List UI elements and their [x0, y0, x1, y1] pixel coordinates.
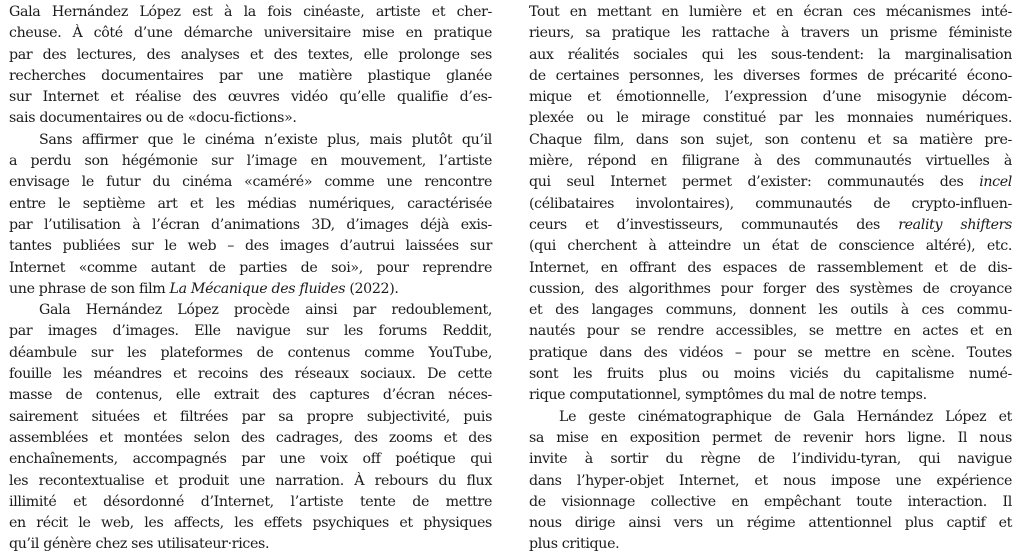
text-line: sont les fruits plus ou moins viciés du capitalisme numé- — [529, 366, 1012, 383]
italic-title: reality shifters — [898, 216, 1012, 233]
text-line: plus critique. — [529, 536, 620, 553]
text-line: les recontextualise et produit une narration. À rebours du flux — [9, 472, 492, 489]
left-column — [9, 2, 492, 556]
text-line: déambule sur les plateformes de contenus comme YouTube, — [9, 344, 492, 361]
text-line: a perdu son hégémonie sur l’image en mouvement, l’artiste — [9, 153, 492, 170]
text-line: une phrase de son film La Mécanique des fluides (2022). — [9, 280, 399, 297]
text-line: qui seul Internet permet d’exister: communautés des incel — [529, 174, 1012, 191]
text-line: Internet «comme autant de parties de soi», pour reprendre — [9, 259, 492, 276]
italic-title: La Mécanique des fluides — [169, 280, 346, 297]
text-line: invite à sortir du règne de l’individu-tyran, qui navigue — [529, 451, 1012, 468]
text-line: masse de contenus, elle extrait des captures d’écran néces- — [9, 387, 492, 404]
text-line: nautés pour se rendre accessibles, se mettre en actes et en — [529, 323, 1012, 340]
text-line: enchaînements, accompagnés par une voix off poétique qui — [9, 451, 492, 468]
text-line: recherches documentaires par une matière plastique glanée — [9, 67, 492, 84]
text-line: pratique dans des vidéos – pour se mettre en scène. Toutes — [529, 344, 1012, 361]
text-line: cussion, des algorithmes pour forger des systèmes de croyance — [529, 280, 1012, 297]
text-line: (qui cherchent à atteindre un état de conscience altéré), etc. — [529, 238, 1012, 255]
text-line: Gala Hernández López procède ainsi par redoublement, — [39, 302, 492, 319]
text-line: sa mise en exposition permet de revenir hors ligne. Il nous — [529, 429, 1012, 446]
text-line: nous dirige ainsi vers un régime attentionnel plus captif et — [529, 515, 1012, 532]
text-line: de certaines personnes, les diverses formes de précarité écono- — [529, 67, 1012, 84]
text-line: Chaque film, dans son sujet, son contenu et sa matière pre- — [529, 131, 1012, 148]
text-line: mière, répond en filigrane à des communautés virtuelles à — [529, 153, 1012, 170]
text-line: et des langages communs, donnent les outils à ces commu- — [529, 302, 1012, 319]
text-line: rieurs, sa pratique les rattache à travers un prisme féministe — [529, 25, 1012, 42]
text-line: par images d’images. Elle navigue sur les forums Reddit, — [9, 323, 492, 340]
text-line: en récit le web, les affects, les effets psychiques et physiques — [9, 515, 492, 532]
text-line: aux réalités sociales qui les sous-tendent: la marginalisation — [529, 46, 1012, 63]
text-line: qu’il génère chez ses utilisateur·rices. — [9, 536, 270, 553]
text-line: Sans affirmer que le cinéma n’existe plus, mais plutôt qu’il — [39, 131, 492, 148]
text-line: Le geste cinématographique de Gala Hernández López et — [559, 408, 1012, 425]
text-line: ceurs et d’investisseurs, communautés des reality shifters — [529, 216, 1012, 233]
text-line: tantes publiées sur le web – des images d’autrui laissées sur — [9, 238, 492, 255]
text-line: fouille les méandres et recoins des réseaux sociaux. De cette — [9, 366, 492, 383]
text-line: plexée ou le mirage constitué par les monnaies numériques. — [529, 110, 1012, 127]
text-line: entre le septième art et les médias numériques, caractérisée — [9, 195, 492, 212]
text-line: par l’utilisation à l’écran d’animations 3D, d’images déjà exis- — [9, 216, 492, 233]
italic-title: incel — [979, 174, 1012, 191]
text-line: par des lectures, des analyses et des textes, elle prolonge ses — [9, 46, 492, 63]
text-line: sur Internet et réalise des œuvres vidéo qu’elle qualifie d’es- — [9, 89, 492, 106]
text-line: de visionnage collective en empêchant toute interaction. Il — [529, 493, 1012, 510]
text-line: cheuse. À côté d’une démarche universitaire mise en pratique — [9, 25, 492, 42]
text-line: envisage le futur du cinéma «caméré» comme une rencontre — [9, 174, 492, 191]
right-column — [529, 2, 1012, 556]
text-line: mique et émotionnelle, l’expression d’une misogynie décom- — [529, 89, 1012, 106]
text-line: assemblées et montées selon des cadrages, des zooms et des — [9, 429, 492, 446]
text-line: illimité et désordonné d’Internet, l’artiste tente de mettre — [9, 493, 492, 510]
text-line: Gala Hernández López est à la fois cinéaste, artiste et cher- — [9, 4, 492, 20]
text-line: rique computationnel, symptômes du mal de notre temps. — [529, 387, 927, 404]
text-line: Internet, en offrant des espaces de rassemblement et de dis- — [529, 259, 1012, 276]
text-line: sais documentaires ou de «docu-fictions». — [9, 110, 297, 127]
text-line: dans l’hyper-objet Internet, et nous impose une expérience — [529, 472, 1012, 489]
text-line: (célibataires involontaires), communautés de crypto-influen- — [529, 195, 1012, 212]
text-line: Tout en mettant en lumière et en écran ces mécanismes inté- — [529, 4, 1012, 20]
text-line: sairement situées et filtrées par sa propre subjectivité, puis — [9, 408, 492, 425]
